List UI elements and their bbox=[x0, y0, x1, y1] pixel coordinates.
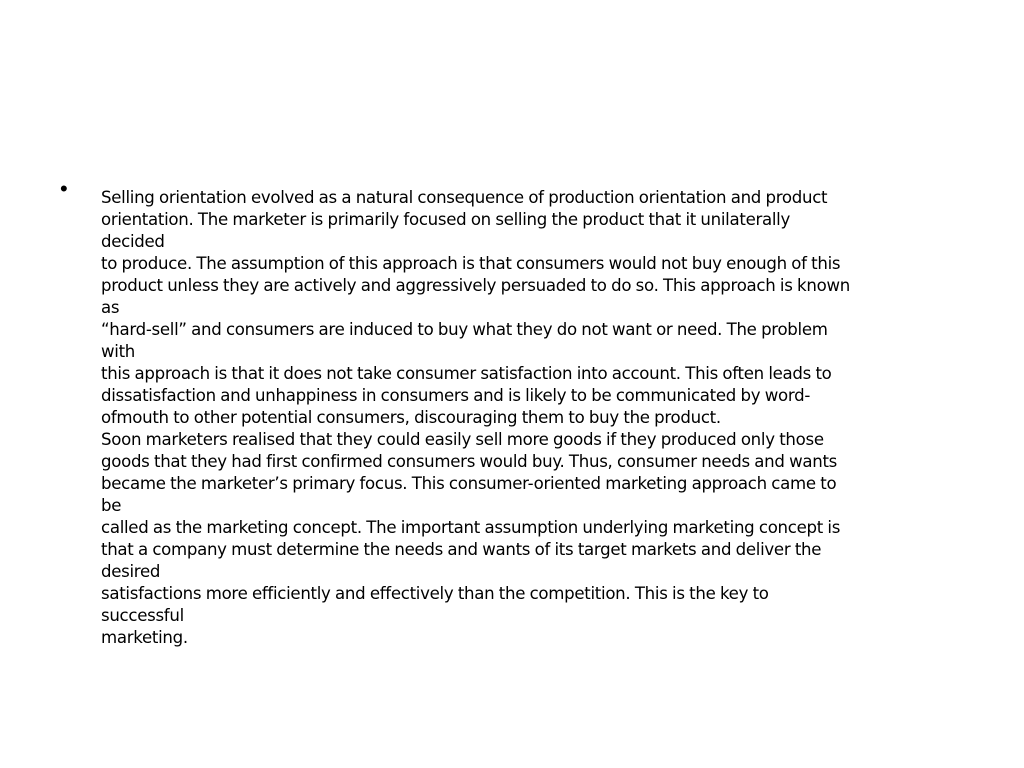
text-line: Soon marketers realised that they could easily sell more goods if they produced only those bbox=[101, 430, 824, 449]
text-line: successful bbox=[101, 606, 184, 625]
text-line: to produce. The assumption of this approach is that consumers would not buy enough of this bbox=[101, 254, 841, 273]
text-line: marketing. bbox=[101, 628, 188, 647]
text-line: Selling orientation evolved as a natural consequence of production orientation and product bbox=[101, 188, 828, 207]
text-line: goods that they had first confirmed consumers would buy. Thus, consumer needs and wants bbox=[101, 452, 838, 471]
text-line: this approach is that it does not take consumer satisfaction into account. This often leads to bbox=[101, 364, 832, 383]
text-line: dissatisfaction and unhappiness in consumers and is likely to be communicated by word- bbox=[101, 386, 811, 405]
text-line: decided bbox=[101, 232, 165, 251]
text-line: be bbox=[101, 496, 122, 515]
text-line: called as the marketing concept. The important assumption underlying marketing concept is bbox=[101, 518, 841, 537]
text-line: that a company must determine the needs and wants of its target markets and deliver the bbox=[101, 540, 822, 559]
text-line: orientation. The marketer is primarily focused on selling the product that it unilaterally bbox=[101, 210, 791, 229]
text-line: “hard-sell” and consumers are induced to buy what they do not want or need. The problem bbox=[101, 320, 828, 339]
text-line: as bbox=[101, 298, 120, 317]
text-line: became the marketer’s primary focus. This consumer-oriented marketing approach came to bbox=[101, 474, 837, 493]
bullet-paragraph bbox=[101, 187, 1001, 649]
text-line: ofmouth to other potential consumers, discouraging them to buy the product. bbox=[101, 408, 721, 427]
text-line: with bbox=[101, 342, 136, 361]
text-line: product unless they are actively and aggressively persuaded to do so. This approach is known bbox=[101, 276, 850, 295]
text-line: satisfactions more efficiently and effectively than the competition. This is the key to bbox=[101, 584, 769, 603]
text-line: desired bbox=[101, 562, 161, 581]
bullet-point: • bbox=[60, 176, 68, 201]
